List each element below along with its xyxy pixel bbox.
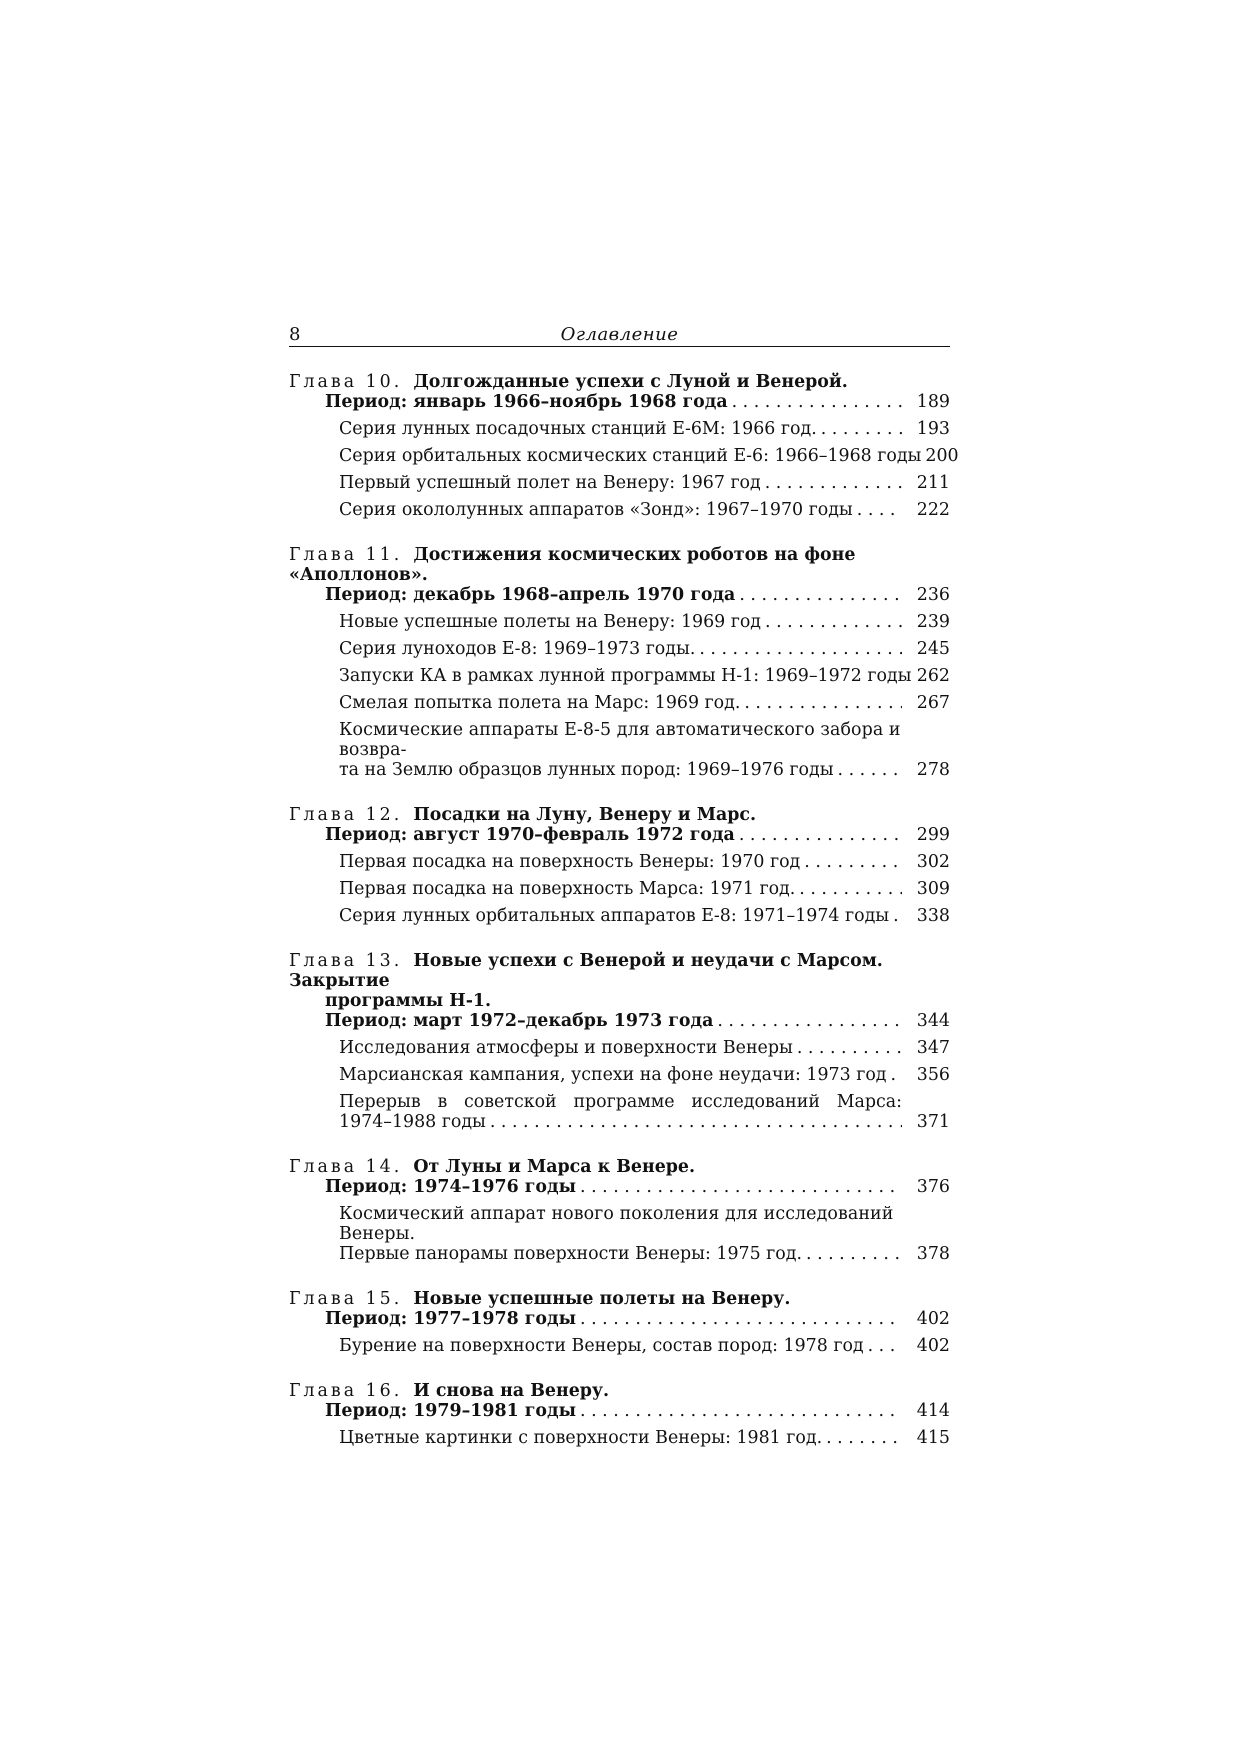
- section-entry[interactable]: [289, 500, 950, 520]
- section-entry[interactable]: [289, 1038, 950, 1058]
- chapter-title: Достижения космических роботов на фоне «Аполлонов».: [289, 545, 856, 585]
- section-row: [339, 1112, 950, 1132]
- dot-leader: [576, 1401, 902, 1421]
- page-number: 8: [289, 324, 301, 345]
- section-row: [339, 1065, 950, 1085]
- chapter-period: Период: 1977–1978 годы: [325, 1309, 577, 1329]
- chapter-period-row[interactable]: [289, 825, 950, 845]
- section-row: [339, 473, 950, 493]
- chapter-entry: [289, 1289, 950, 1356]
- section-entry[interactable]: [289, 1428, 950, 1448]
- page-ref: 309: [916, 879, 950, 899]
- chapter-heading[interactable]: [289, 372, 950, 392]
- section-title: Серия окололунных аппаратов «Зонд»: 1967–1970 годы: [339, 500, 853, 520]
- section-title: Исследования атмосферы и поверхности Венеры: [339, 1038, 793, 1058]
- section-title: Смелая попытка полета на Марс: 1969 год.: [339, 693, 741, 713]
- section-word: программе: [573, 1092, 675, 1112]
- page-ref: 200: [925, 446, 959, 466]
- page-ref: 344: [916, 1011, 950, 1031]
- chapter-heading[interactable]: [289, 1289, 950, 1309]
- page-ref: 236: [916, 585, 950, 605]
- toc-page: [289, 320, 959, 1448]
- page-ref: 278: [916, 760, 950, 780]
- dot-leader: [576, 1177, 902, 1197]
- chapter-entry: [289, 951, 950, 1132]
- section-entry[interactable]: [289, 1092, 950, 1132]
- page-ref: 378: [916, 1244, 950, 1264]
- page-ref: 338: [916, 906, 950, 926]
- running-header: [289, 320, 950, 347]
- page-ref: 193: [916, 419, 950, 439]
- chapter-period: Период: март 1972–декабрь 1973 года: [325, 1011, 714, 1031]
- chapter-entry: [289, 805, 950, 926]
- section-entry[interactable]: [289, 639, 950, 659]
- section-title: Первая посадка на поверхность Марса: 1971 год.: [339, 879, 796, 899]
- section-title: Серия лунных посадочных станций Е-6М: 1966 год.: [339, 419, 817, 439]
- dot-leader: [853, 500, 902, 520]
- section-row: [339, 760, 950, 780]
- section-row: [339, 1244, 950, 1264]
- section-title: 1974–1988 годы: [339, 1112, 486, 1132]
- dot-leader: [822, 1428, 902, 1448]
- section-row: [339, 693, 950, 713]
- section-entry[interactable]: [289, 612, 950, 632]
- dot-leader: [817, 419, 902, 439]
- page-ref: 267: [916, 693, 950, 713]
- section-entry[interactable]: [289, 666, 950, 686]
- page-ref: 402: [916, 1336, 950, 1356]
- chapter-period: Период: 1974–1976 годы: [325, 1177, 577, 1197]
- chapter-period-row[interactable]: [289, 1309, 950, 1329]
- section-title: Новые успешные полеты на Венеру: 1969 год: [339, 612, 762, 632]
- page-ref: 402: [916, 1309, 950, 1329]
- page-ref: 347: [916, 1038, 950, 1058]
- section-row: [339, 1336, 950, 1356]
- chapter-period-row[interactable]: [289, 1401, 950, 1421]
- section-title: Бурение на поверхности Венеры, состав пород: 1978 год: [339, 1336, 864, 1356]
- section-word: исследований: [691, 1092, 820, 1112]
- dot-leader: [889, 906, 902, 926]
- page-ref: 415: [916, 1428, 950, 1448]
- chapter-label: Глава 16.: [289, 1381, 403, 1401]
- dot-leader: [740, 693, 902, 713]
- page-ref: 302: [916, 852, 950, 872]
- section-word: в: [437, 1092, 448, 1112]
- dot-leader: [793, 1038, 902, 1058]
- dot-leader: [795, 879, 902, 899]
- section-row: [339, 906, 950, 926]
- chapter-title: Посадки на Луну, Венеру и Марс.: [413, 805, 757, 825]
- section-title-line1: Космический аппарат нового поколения для исследований Венеры.: [339, 1204, 894, 1244]
- chapter-title: От Луны и Марса к Венере.: [413, 1157, 696, 1177]
- chapter-label: Глава 15.: [289, 1289, 403, 1309]
- section-row: [339, 852, 950, 872]
- section-entry[interactable]: [289, 419, 950, 439]
- chapter-heading[interactable]: [289, 1157, 950, 1177]
- dot-leader: [713, 1011, 902, 1031]
- section-entry[interactable]: [289, 1336, 950, 1356]
- dot-leader: [834, 760, 902, 780]
- chapter-label: Глава 12.: [289, 805, 403, 825]
- section-entry[interactable]: [289, 852, 950, 872]
- dot-leader: [761, 612, 902, 632]
- dot-leader: [800, 852, 902, 872]
- chapter-period: Период: август 1970–февраль 1972 года: [325, 825, 735, 845]
- running-title: Оглавление: [560, 324, 679, 345]
- chapter-period-row[interactable]: [289, 1177, 950, 1197]
- section-row: [339, 1038, 950, 1058]
- section-title: Серия орбитальных космических станций Е-6: 1966–1968 годы: [339, 446, 922, 466]
- page-ref: 222: [916, 500, 950, 520]
- page-ref: 376: [916, 1177, 950, 1197]
- chapter-period-row[interactable]: [289, 1011, 950, 1031]
- dot-leader: [864, 1336, 902, 1356]
- chapter-period: Период: 1979–1981 годы: [325, 1401, 577, 1421]
- chapter-entry: [289, 1381, 950, 1448]
- page-ref: 239: [916, 612, 950, 632]
- chapter-entry: [289, 1157, 950, 1264]
- section-row: [339, 500, 950, 520]
- chapter-heading[interactable]: [289, 545, 950, 585]
- page-ref: 211: [916, 473, 950, 493]
- section-row: [339, 419, 950, 439]
- chapter-heading[interactable]: [289, 805, 950, 825]
- chapter-title: Новые успехи с Венерой и неудачи с Марсом. Закрытие: [289, 951, 883, 991]
- dot-leader: [728, 392, 902, 412]
- section-word: советской: [464, 1092, 557, 1112]
- section-row: [339, 446, 959, 466]
- chapter-heading[interactable]: [289, 1381, 950, 1401]
- dot-leader: [695, 639, 902, 659]
- section-title: Первые панорамы поверхности Венеры: 1975 год.: [339, 1244, 803, 1264]
- page-ref: 356: [916, 1065, 950, 1085]
- page-ref: 189: [916, 392, 950, 412]
- dot-leader: [735, 585, 902, 605]
- dot-leader: [802, 1244, 902, 1264]
- section-title: Серия лунных орбитальных аппаратов Е-8: 1971–1974 годы: [339, 906, 890, 926]
- section-title-line1: [339, 1092, 950, 1112]
- section-title: та на Землю образцов лунных пород: 1969–1976 годы: [339, 760, 834, 780]
- chapter-label: Глава 14.: [289, 1157, 403, 1177]
- chapter-label: Глава 11.: [289, 545, 403, 565]
- page-ref: 245: [916, 639, 950, 659]
- section-title: Первая посадка на поверхность Венеры: 1970 год: [339, 852, 801, 872]
- page-ref: 262: [916, 666, 950, 686]
- page-ref: 299: [916, 825, 950, 845]
- chapter-period: Период: январь 1966–ноябрь 1968 года: [325, 392, 728, 412]
- section-entry[interactable]: [289, 879, 950, 899]
- chapter-period: Период: декабрь 1968–апрель 1970 года: [325, 585, 736, 605]
- section-entry[interactable]: [289, 1204, 950, 1264]
- chapter-title: Новые успешные полеты на Венеру.: [413, 1289, 791, 1309]
- chapter-period-row[interactable]: [289, 392, 950, 412]
- section-row: [339, 1428, 950, 1448]
- section-title: Первый успешный полет на Венеру: 1967 год: [339, 473, 761, 493]
- page-ref: 414: [916, 1401, 950, 1421]
- dot-leader: [576, 1309, 902, 1329]
- section-title-line1: Космические аппараты Е-8-5 для автоматического забора и возвра-: [339, 720, 901, 760]
- dot-leader: [887, 1065, 902, 1085]
- dot-leader: [486, 1112, 902, 1132]
- dot-leader: [761, 473, 902, 493]
- section-entry[interactable]: [289, 906, 950, 926]
- section-entry[interactable]: [289, 446, 959, 466]
- chapter-label: Глава 13.: [289, 951, 403, 971]
- chapter-entry: [289, 545, 950, 780]
- chapter-entry: [289, 372, 959, 520]
- section-title: Цветные картинки с поверхности Венеры: 1981 год.: [339, 1428, 823, 1448]
- section-row: [339, 666, 950, 686]
- chapter-label: Глава 10.: [289, 372, 403, 392]
- page-ref: 371: [916, 1112, 950, 1132]
- chapter-title: Долгожданные успехи с Луной и Венерой.: [413, 372, 848, 392]
- chapter-heading[interactable]: [289, 951, 950, 991]
- chapter-title-line2: программы Н-1.: [325, 991, 492, 1011]
- section-row: [339, 879, 950, 899]
- section-word: Марса:: [836, 1092, 902, 1112]
- section-entry[interactable]: [289, 1065, 950, 1085]
- section-title: Запуски КА в рамках лунной программы Н-1: 1969–1972 годы: [339, 666, 912, 686]
- section-entry[interactable]: [289, 693, 950, 713]
- section-title: Серия луноходов Е-8: 1969–1973 годы.: [339, 639, 696, 659]
- section-row: [339, 639, 950, 659]
- chapter-title: И снова на Венеру.: [413, 1381, 610, 1401]
- section-word: Перерыв: [339, 1092, 421, 1112]
- dot-leader: [735, 825, 902, 845]
- section-title: Марсианская кампания, успехи на фоне неудачи: 1973 год: [339, 1065, 887, 1085]
- section-entry[interactable]: [289, 473, 950, 493]
- section-entry[interactable]: [289, 720, 950, 780]
- table-of-contents: [289, 372, 959, 1448]
- section-row: [339, 612, 950, 632]
- chapter-period-row[interactable]: [289, 585, 950, 605]
